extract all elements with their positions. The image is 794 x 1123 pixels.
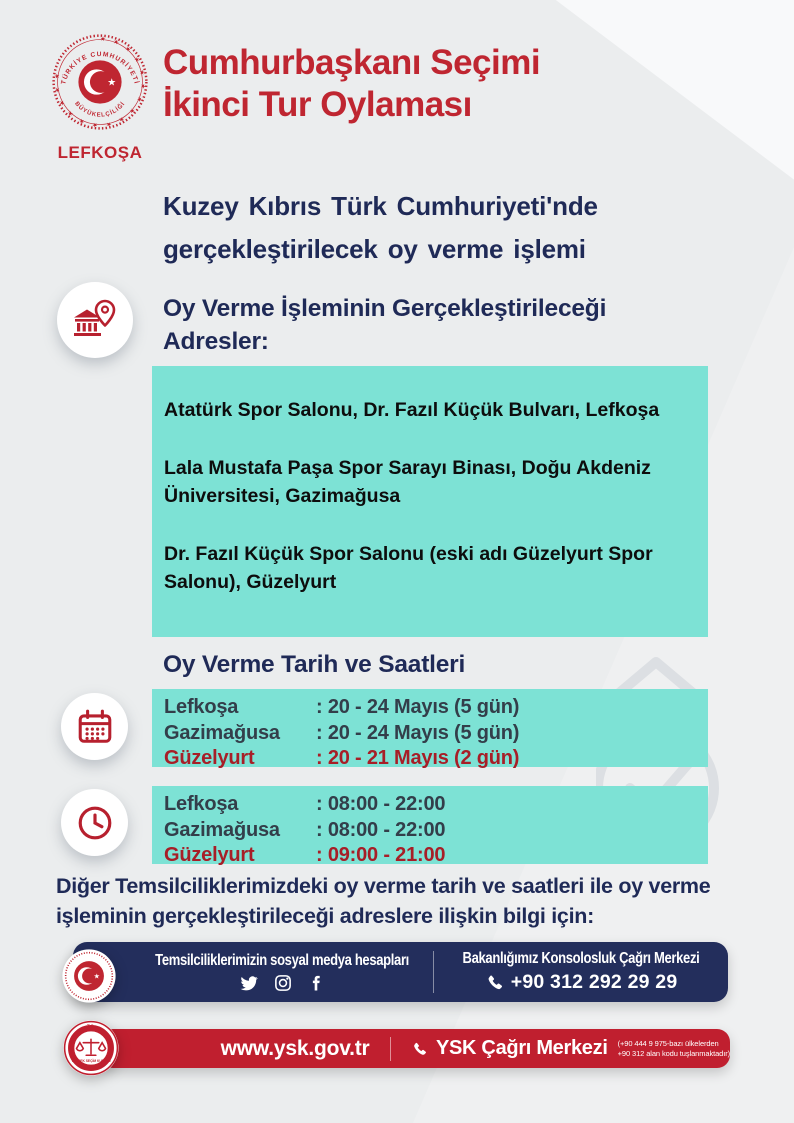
seal-arc-top-text: TÜRKİYE CUMHURİYETİ xyxy=(60,51,140,86)
clock-icon-circle xyxy=(61,789,128,856)
ysk-seal-icon xyxy=(62,1019,120,1077)
address-item: Lala Mustafa Paşa Spor Sarayı Binası, Doğu Akdeniz Üniversitesi, Gazimağusa xyxy=(164,457,651,507)
ysk-note xyxy=(618,1039,730,1058)
seal-arc-bottom-text: BÜYÜKELÇİLİĞİ xyxy=(73,100,127,119)
call-center-label: Bakanlığımız Konsolosluk Çağrı Merkezi xyxy=(462,950,700,967)
phone-row xyxy=(485,971,678,994)
city-label: Güzelyurt xyxy=(164,747,255,769)
times-panel xyxy=(152,786,708,864)
ysk-seal-name: YÜKSEK SEÇİM KURULU xyxy=(71,1059,111,1064)
ysk-note-line1: (+90 444 9 975-bazı ülkelerden xyxy=(617,1039,719,1048)
addresses-panel xyxy=(152,366,708,637)
time-value: : 08:00 - 22:00 xyxy=(316,818,446,841)
city-label: Güzelyurt xyxy=(164,844,255,866)
clock-icon xyxy=(76,804,114,842)
phone-icon xyxy=(485,974,502,991)
city-label: Lefkoşa xyxy=(164,793,239,815)
dates-panel xyxy=(152,689,708,767)
page-title xyxy=(163,42,540,126)
time-row-highlight xyxy=(164,843,708,869)
social-media-label: Temsilciliklerimizin sosyal medya hesapları xyxy=(155,952,409,969)
ysk-bar xyxy=(100,1029,730,1068)
embassy-seal-icon xyxy=(52,34,148,130)
contact-bar xyxy=(73,942,728,1002)
calendar-icon-circle xyxy=(61,693,128,760)
ysk-seal-tc: T.C. xyxy=(87,1023,95,1029)
title-line1: Cumhurbaşkanı Seçimi xyxy=(163,43,541,82)
city-label: Lefkoşa xyxy=(164,696,239,718)
title-line2: İkinci Tur Oylaması xyxy=(163,85,472,124)
time-value: : 09:00 - 21:00 xyxy=(316,844,446,866)
embassy-mini-seal-icon xyxy=(61,948,117,1004)
social-media-section xyxy=(131,942,433,1002)
ysk-note-line2: +90 312 alan kodu tuşlanmaktadır) xyxy=(617,1048,730,1058)
mini-seal-star: ★ xyxy=(93,973,100,981)
social-icons xyxy=(239,973,326,992)
calendar-icon xyxy=(76,708,114,746)
date-row-highlight xyxy=(164,746,708,772)
phone-icon xyxy=(411,1040,426,1058)
date-value: : 20 - 24 Mayıs (5 gün) xyxy=(316,721,520,744)
time-value: : 08:00 - 22:00 xyxy=(316,793,446,815)
building-pin-icon xyxy=(71,296,119,344)
addresses-heading: Oy Verme İşleminin Gerçekleştirileceği Adresler: xyxy=(163,295,607,355)
date-row xyxy=(164,721,708,747)
ysk-call-center: YSK Çağrı Merkezi xyxy=(435,1037,608,1059)
address-item: Atatürk Spor Salonu, Dr. Fazıl Küçük Bulvarı, Lefkoşa xyxy=(164,399,660,421)
polling-place-icon-circle xyxy=(57,282,133,358)
embassy-city-label: LEFKOŞA xyxy=(57,143,143,162)
info-note: Diğer Temsilciliklerimizdeki oy verme tarih ve saatleri ile oy verme işleminin gerçekleştirileceği adreslere ilişkin bilgi için: xyxy=(56,874,711,928)
seal-stars: ★ ★ ★ ★ ★ ★ ★ ★ ★ ★ ★ ★ ★ ★ ★ ★ xyxy=(53,35,147,129)
embassy-seal xyxy=(52,34,148,163)
date-value: : 20 - 24 Mayıs (5 gün) xyxy=(316,696,520,718)
date-value: : 20 - 21 Mayıs (2 gün) xyxy=(316,747,520,769)
address-item: Dr. Fazıl Küçük Spor Salonu (eski adı Güzelyurt Spor Salonu), Güzelyurt xyxy=(164,543,653,593)
time-row xyxy=(164,818,708,844)
twitter-icon xyxy=(239,973,258,992)
ysk-website: www.ysk.gov.tr xyxy=(220,1036,370,1060)
instagram-icon xyxy=(274,974,292,992)
date-row xyxy=(164,695,708,721)
city-label: Gazimağusa xyxy=(164,818,280,841)
seal-star: ★ xyxy=(107,77,117,89)
city-label: Gazimağusa xyxy=(164,721,280,744)
ysk-bar-divider xyxy=(390,1037,391,1061)
call-center-section xyxy=(434,942,728,1002)
call-center-phone: +90 312 292 29 29 xyxy=(510,971,678,993)
schedule-heading: Oy Verme Tarih ve Saatleri xyxy=(163,651,466,678)
facebook-icon xyxy=(308,974,326,992)
page-subtitle: Kuzey Kıbrıs Türk Cumhuriyeti'nde gerçekleştirilecek oy verme işlemi xyxy=(163,191,598,264)
time-row xyxy=(164,792,708,818)
